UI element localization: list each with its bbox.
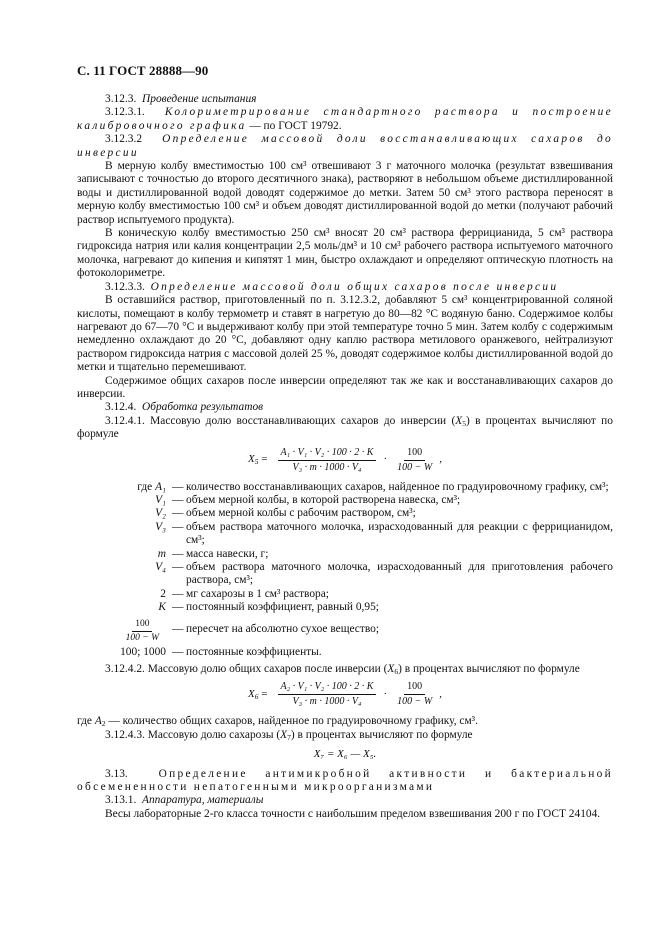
where-row xyxy=(77,588,613,601)
fraction-denominator: 100 − W xyxy=(125,632,159,643)
dash: — xyxy=(172,480,184,493)
where-row xyxy=(77,548,613,561)
paragraph-3: В оставшийся раствор, приготовленный по п. 3.12.3.2, добавляют 5 см³ концентрированной соляной кислоты, помещают в колбу термометр и ставят в нагретую до 80—82 °С водяную баню. Содержимое колбы нагревают до 67—70 °С и выдерживают колбу при этой температуре точно 5 мин. Затем колбу с содержимым немедленно охлаждают до 20 °С, добавляют одну каплю раствора метилового оранжевого, нейтрализуют раствором гидроксида натрия с массовой долей 25 %, доводят содержимое колбы дистиллированной водой до метки и тщательно перемешивают. xyxy=(77,294,613,374)
formula-var: X xyxy=(248,453,255,466)
section-title: Определение массовой доли восстанавливающих сахаров до инверсии xyxy=(77,133,613,159)
paragraph-2: В коническую колбу вместимостью 250 см³ вносят 20 см³ раствора феррицианида, 5 см³ раствора гидроксида натрия или калия концентрации 2,5 моль/дм³ и 10 см³ рабочего раствора испытуемого маточного молочка, нагревают до кипения и кипятят 1 мин, быстро охлаждают и определяют оптическую плотность на фотоколориметре. xyxy=(77,227,613,280)
fraction-numerator: 100 xyxy=(404,681,425,695)
section-3-12-4 xyxy=(77,401,613,414)
fraction-main xyxy=(278,681,377,708)
paragraph-7 xyxy=(77,715,613,728)
section-title: Проведение испытания xyxy=(142,93,257,105)
dash: — xyxy=(172,623,184,636)
variable-subscript: 2 xyxy=(101,719,106,729)
paragraph-5 xyxy=(77,415,613,442)
section-number: 3.12.3. xyxy=(105,93,137,105)
section-3-12-3-1 xyxy=(77,106,613,133)
equals-sign: = xyxy=(261,453,268,466)
section-tail: — по ГОСТ 19792. xyxy=(249,119,342,132)
text-prefix: 3.12.4.1. Массовую долю восстанавливающих сахаров до инверсии ( xyxy=(105,414,456,427)
section-3-13-1 xyxy=(77,794,613,807)
fraction-dry xyxy=(394,447,435,474)
paragraph-4: Содержимое общих сахаров после инверсии определяют так же как и восстанавливающих сахаров до инверсии. xyxy=(77,374,613,400)
section-3-12-3-3 xyxy=(77,281,613,294)
document-body xyxy=(77,93,613,821)
fraction-denominator: V₃ · m · 1000 · V₄ xyxy=(292,461,362,473)
where-description: пересчет на абсолютно сухое вещество; xyxy=(186,623,380,636)
formula-var-sub: 5 xyxy=(254,457,259,467)
fraction-numerator: 100 xyxy=(132,619,152,632)
where-symbol: V₄ xyxy=(155,561,166,573)
dash: — xyxy=(172,601,184,614)
where-row xyxy=(77,494,613,507)
where-row xyxy=(77,601,613,614)
variable-subscript: 5 xyxy=(462,418,466,428)
section-3-12-3-2 xyxy=(77,133,613,160)
fraction-denominator: V₃ · m · 1000 · V₄ xyxy=(292,696,362,708)
section-title: Колориметрирование стандартного раствора и построение калибровочного графика xyxy=(77,106,613,132)
text-prefix: 3.12.4.2. Массовую долю общих сахаров после инверсии ( xyxy=(105,663,388,676)
formula-end: , xyxy=(439,688,442,701)
multiply-dot: · xyxy=(383,688,388,701)
dash: — xyxy=(172,507,184,520)
paragraph-8 xyxy=(77,729,613,742)
where-symbol: 100; 1000 xyxy=(120,645,166,658)
section-number: 3.12.3.3. xyxy=(105,280,145,293)
paragraph-1: В мерную колбу вместимостью 100 см³ отвешивают 3 г маточного молочка (результат взвешивания записывают с точностью до второго десятичного знака), растворяют в небольшом объеме дистиллированной воды и дистиллированной водой доводят содержимое до метки. Затем 50 см³ этого раствора переносят в мерную колбу вместимостью 100 см³ и объем доводят дистиллированной водой до метки (получают рабочий раствор испытуемого продукта). xyxy=(77,160,613,226)
variable: X xyxy=(387,663,395,676)
where-symbol: V₂ xyxy=(155,507,166,520)
page-header: С. 11 ГОСТ 28888—90 xyxy=(77,63,209,78)
formula-x6 xyxy=(77,681,613,708)
where-symbol: V₁ xyxy=(155,493,166,506)
dash: — xyxy=(172,587,184,600)
text-suffix: ) в процентах вычисляют по формуле xyxy=(77,414,613,441)
dash: — xyxy=(172,493,184,506)
where-description: объем раствора маточного молочка, израсходованный для приготовления рабочего раствора, см³; xyxy=(186,561,613,587)
section-number: 3.13. xyxy=(105,767,128,780)
where-description: постоянный коэффициент, равный 0,95; xyxy=(186,601,379,614)
variable: X xyxy=(455,414,463,427)
paragraph-9: Весы лабораторные 2-го класса точности с наибольшим пределом взвешивания 200 г по ГОСТ 24104. xyxy=(105,807,601,820)
where-fraction xyxy=(123,619,162,644)
where-row xyxy=(77,646,613,659)
fraction-numerator: A₁ · V₁ · V₂ · 100 · 2 · K xyxy=(278,447,377,461)
variable: X xyxy=(280,728,288,741)
where-symbol: K xyxy=(158,601,166,614)
fraction-denominator: 100 − W xyxy=(397,461,433,473)
formula-var: X xyxy=(248,688,255,701)
where-description: мг сахарозы в 1 см³ раствора; xyxy=(186,587,329,600)
where-label: где xyxy=(137,480,153,493)
formula-end: , xyxy=(439,453,442,466)
section-number: 3.12.4. xyxy=(105,401,137,414)
text-suffix: — количество общих сахаров, найденное по градуировочному графику, см³. xyxy=(105,715,478,728)
section-title: Определение массовой доли общих сахаров после инверсии xyxy=(150,280,559,293)
where-row xyxy=(77,617,613,644)
variable-subscript: 6 xyxy=(394,667,399,677)
section-title: Определение антимикробной активности и бактериальной обсемененности непатогенными микроорганизмами xyxy=(77,767,614,794)
section-3-12-3 xyxy=(77,93,613,106)
formula-x5 xyxy=(77,447,613,474)
where-description: объем мерной колбы, в которой растворена навеска, см³; xyxy=(186,493,461,506)
where-symbol: V₃ xyxy=(155,520,166,533)
fraction-numerator: 100 xyxy=(404,447,425,461)
symbol-text: A₁ xyxy=(155,480,166,493)
text-prefix: 3.12.4.3. Массовую долю сахарозы ( xyxy=(105,728,281,741)
variable-subscript: 7 xyxy=(287,732,291,742)
where-row xyxy=(77,481,613,494)
text-suffix: ) в процентах вычисляют по формуле xyxy=(290,728,473,741)
where-symbol xyxy=(77,481,172,494)
section-number: 3.12.3.1. xyxy=(105,106,145,119)
formula-x7: X₇ = X₆ — X₅. xyxy=(313,748,377,761)
multiply-dot: · xyxy=(383,453,388,466)
paragraph-6 xyxy=(77,663,613,676)
where-description: постоянные коэффициенты. xyxy=(186,645,322,658)
equals-sign: = xyxy=(261,688,268,701)
text-prefix: где xyxy=(77,715,95,728)
fraction-numerator: A₂ · V₁ · V₂ · 100 · 2 · K xyxy=(278,681,377,695)
where-description: количество восстанавливающих сахаров, найденное по градуировочному графику, см³; xyxy=(186,480,609,493)
where-description: объем раствора маточного молочка, израсходованный для реакции с феррицианидом, см³; xyxy=(186,520,613,547)
section-title: Обработка результатов xyxy=(142,401,264,414)
where-symbol: 2 xyxy=(160,587,166,600)
where-description: масса навески, г; xyxy=(186,547,269,560)
section-3-13 xyxy=(77,768,613,795)
formula-lhs xyxy=(248,453,267,466)
where-symbol xyxy=(77,617,172,644)
fraction-denominator: 100 − W xyxy=(397,696,433,708)
where-description: объем мерной колбы с рабочим раствором, см³; xyxy=(186,507,416,520)
where-row xyxy=(77,561,613,588)
section-number: 3.13.1. xyxy=(105,794,137,807)
fraction-dry xyxy=(394,681,435,708)
text-suffix: ) в процентах вычисляют по формуле xyxy=(398,663,580,676)
dash: — xyxy=(172,561,184,573)
variable: A xyxy=(94,715,102,728)
section-title: Аппаратура, материалы xyxy=(142,794,264,807)
dash: — xyxy=(172,520,184,533)
where-symbol: m xyxy=(157,547,166,560)
where-row xyxy=(77,521,613,548)
where-list xyxy=(77,481,613,659)
section-number: 3.12.3.2 xyxy=(105,133,143,146)
fraction-main xyxy=(278,447,377,474)
dash: — xyxy=(172,547,184,560)
formula-lhs xyxy=(248,688,267,701)
where-row xyxy=(77,507,613,520)
formula-var-sub: 6 xyxy=(254,692,259,702)
dash: — xyxy=(172,645,184,658)
